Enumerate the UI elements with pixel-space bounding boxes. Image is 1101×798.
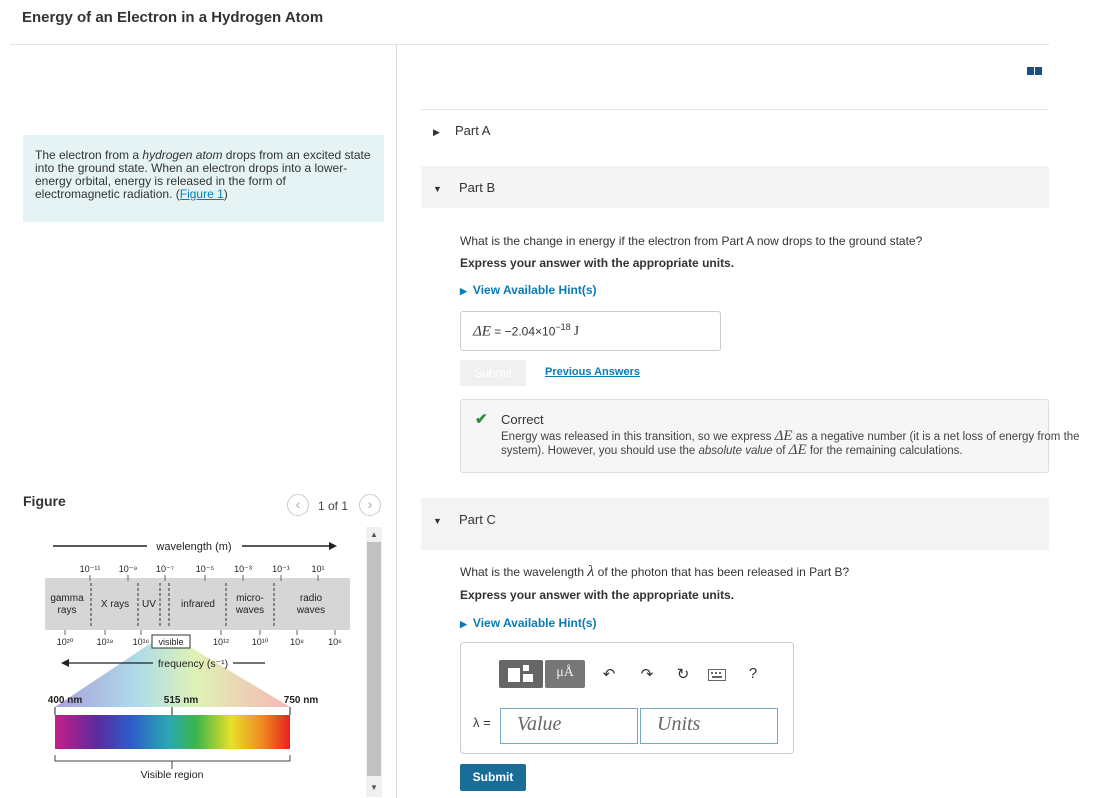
freq-tick: 10⁶ [328,637,342,647]
wl-tick: 10¹ [311,564,325,574]
scrollbar-thumb[interactable] [367,542,381,776]
expanded-arrow-icon: ▼ [433,184,442,194]
figure-pager: 1 of 1 [318,499,349,513]
wl-tick: 10⁻³ [234,564,252,574]
value-input[interactable]: Value [500,708,638,744]
freq-tick: 10⁸ [290,637,304,647]
previous-answers-link[interactable]: Previous Answers [545,366,640,378]
units-input[interactable]: Units [640,708,778,744]
templates-icon [499,660,543,688]
em-spectrum-figure [35,535,355,785]
freq-tick: 10¹⁰ [251,637,269,647]
visible-label: visible [158,637,184,647]
svg-text:micro-: micro- [236,593,264,604]
feedback-correct [460,399,1080,473]
feedback-body: Energy was released in this transition, so we express ΔE as a negative number (it is a net loss of energy from the system). However, you should use the absolute value of ΔE for the remaining calculations. [501,428,1080,458]
part-separator [421,109,1049,110]
wavelength-axis-title: wavelength (m) [156,541,232,553]
scroll-up-icon[interactable]: ▲ [370,530,378,539]
band-infrared: infrared [181,599,215,610]
book-icon[interactable] [1027,66,1043,76]
redo-icon[interactable]: ↷ [640,666,654,683]
part-b-question: What is the change in energy if the electron from Part A now drops to the ground state? [460,234,923,248]
templates-button[interactable] [499,660,543,688]
units-symbols-button[interactable]: μÅ [545,660,585,688]
wl-tick: 10⁻¹¹ [79,564,101,574]
part-b-answer-box: $\Delta E = -2.04\times 10^{-18}$ J [460,311,721,351]
figure-heading: Figure [23,493,66,509]
wl-tick: 10⁻¹ [272,564,290,574]
freq-tick: 10¹⁸ [96,637,114,647]
reset-icon[interactable]: ↻ [676,666,690,683]
svg-text:waves: waves [235,605,265,616]
next-figure-button[interactable]: › [359,494,381,516]
part-a-header[interactable]: ▶ Part A [433,123,491,138]
freq-tick: 10¹⁶ [132,637,150,647]
svg-text:gamma: gamma [50,593,84,604]
frequency-axis-title: frequency (s⁻¹) [157,658,229,670]
visible-region-label: Visible region [140,769,204,781]
expanded-arrow-icon: ▼ [433,516,442,526]
wl-tick: 10⁻⁹ [118,564,138,574]
part-b-title[interactable]: ▼ Part B [433,180,496,195]
nm-750: 750 nm [283,695,319,706]
part-c-question: What is the wavelength λ of the photon that has been released in Part B? [460,563,850,580]
scroll-down-icon[interactable]: ▼ [370,783,378,792]
header-divider [10,44,1049,45]
part-c-title[interactable]: ▼ Part C [433,512,496,527]
checkmark-icon: ✔ [475,411,488,428]
freq-tick: 10¹² [212,637,230,647]
answer-editor [460,642,794,754]
band-xrays: X rays [100,599,130,610]
feedback-title: Correct [501,412,544,427]
wl-tick: 10⁻⁷ [155,564,175,574]
svg-text:radio: radio [299,593,323,604]
keyboard-icon[interactable] [707,668,727,685]
part-c-submit-button[interactable]: Submit [460,764,526,791]
part-c-instruction: Express your answer with the appropriate units. [460,588,735,602]
hint-arrow-icon: ▶ [460,286,467,296]
band-uv: UV [142,599,156,610]
collapsed-arrow-icon: ▶ [433,127,440,137]
nm-515: 515 nm [163,695,199,706]
prev-figure-button[interactable]: ‹ [287,494,309,516]
help-icon[interactable]: ? [748,665,758,682]
part-b-submit-button[interactable]: Submit [460,360,526,386]
freq-tick: 10²⁰ [56,637,74,647]
hint-arrow-icon: ▶ [460,619,467,629]
part-c-hint-link[interactable]: ▶ View Available Hint(s) [460,616,597,630]
nm-400: 400 nm [47,695,83,706]
undo-icon[interactable]: ↶ [602,666,616,683]
part-b-instruction: Express your answer with the appropriate units. [460,256,735,270]
wl-tick: 10⁻⁵ [195,564,215,574]
column-divider [396,44,397,798]
problem-intro: The electron from a hydrogen atom drops from an excited state into the ground state. When an electron drops into a lower-energy orbital, energy is released in the form of electromagnetic radiation. (Figure 1) [23,135,384,222]
lambda-label: λ = [473,715,491,730]
part-b-hint-link[interactable]: ▶ View Available Hint(s) [460,283,597,297]
svg-text:rays: rays [57,605,77,616]
page-title: Energy of an Electron in a Hydrogen Atom [22,9,324,26]
figure-link[interactable]: Figure 1 [179,187,224,201]
svg-text:waves: waves [296,605,326,616]
